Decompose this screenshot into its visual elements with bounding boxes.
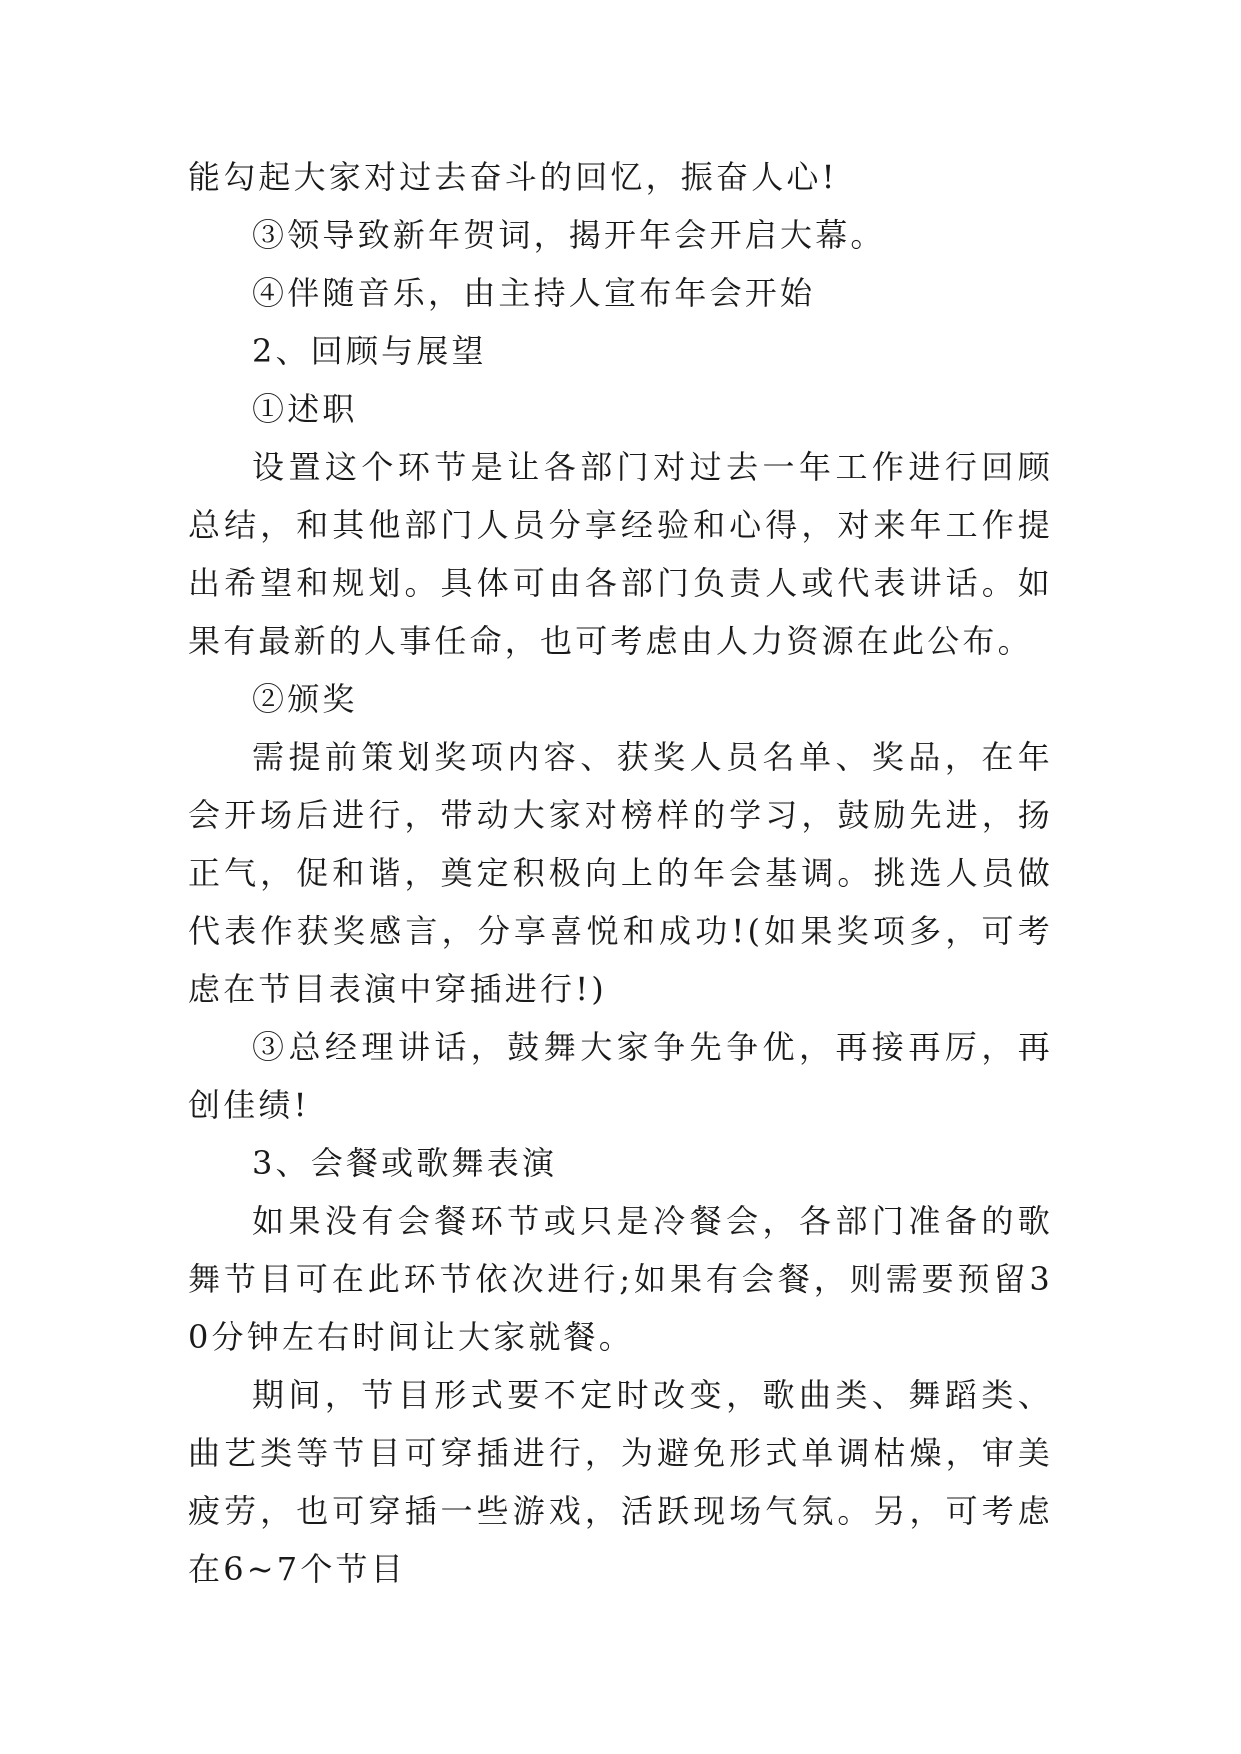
subsection-heading: ②颁奖 xyxy=(252,680,358,718)
paragraph: ③领导致新年贺词，揭开年会开启大幕。 xyxy=(252,216,886,254)
paragraph: 需提前策划奖项内容、获奖人员名单、奖品，在年会开场后进行，带动大家对榜样的学习，鼓励先进，扬正气，促和谐，奠定积极向上的年会基调。挑选人员做代表作获奖感言，分享喜悦和成功!(如果奖项多，可考虑在节目表演中穿插进行!) xyxy=(188,738,1053,1008)
paragraph: 设置这个环节是让各部门对过去一年工作进行回顾总结，和其他部门人员分享经验和心得，对来年工作提出希望和规划。具体可由各部门负责人或代表讲话。如果有最新的人事任命，也可考虑由人力资源在此公布。 xyxy=(188,448,1053,660)
document-body xyxy=(188,148,1053,1598)
paragraph: 能勾起大家对过去奋斗的回忆，振奋人心! xyxy=(188,158,838,196)
paragraph: 如果没有会餐环节或只是冷餐会，各部门准备的歌舞节目可在此环节依次进行;如果有会餐，则需要预留30分钟左右时间让大家就餐。 xyxy=(188,1202,1053,1356)
paragraph: 期间，节目形式要不定时改变，歌曲类、舞蹈类、曲艺类等节目可穿插进行，为避免形式单调枯燥，审美疲劳，也可穿插一些游戏，活跃现场气氛。另，可考虑在6~7个节目 xyxy=(188,1376,1053,1588)
section-heading: 3、会餐或歌舞表演 xyxy=(252,1144,558,1182)
paragraph: ③总经理讲话，鼓舞大家争先争优，再接再厉，再创佳绩! xyxy=(188,1028,1053,1124)
section-heading: 2、回顾与展望 xyxy=(252,332,487,370)
subsection-heading: ①述职 xyxy=(252,390,358,428)
paragraph: ④伴随音乐，由主持人宣布年会开始 xyxy=(252,274,816,312)
